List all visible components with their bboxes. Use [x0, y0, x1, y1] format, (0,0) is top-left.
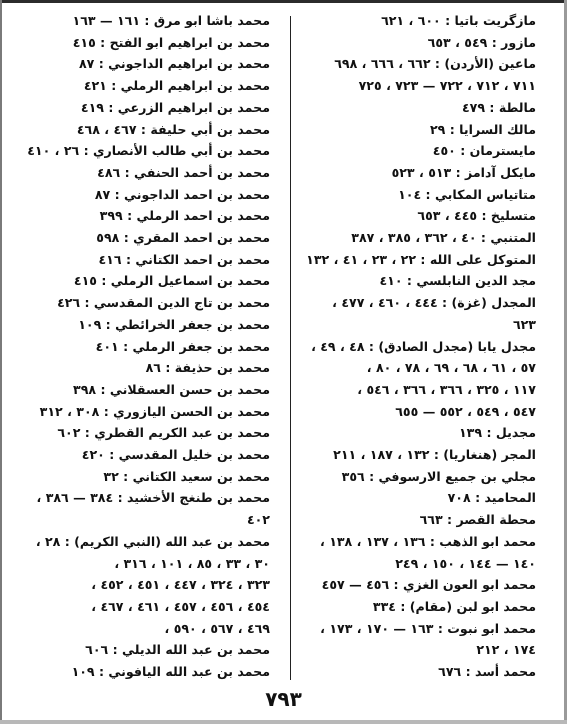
index-entry: محمد بن جعفر الخرائطي : ١٠٩ — [78, 316, 270, 332]
index-entry-continuation: ١٤٠ — ١٤٤ ، ١٥٠ ، ٢٤٩ — [395, 555, 536, 571]
index-entry: متاتياس المكابي : ١٠٤ — [398, 186, 536, 202]
index-entry: محمد بن احمد الكتاني : ٤١٦ — [98, 251, 270, 267]
index-entry: محمد بن حذيفة : ٨٦ — [145, 360, 270, 376]
index-entry: محمد بن احمد الداجوني : ٨٧ — [94, 186, 270, 202]
index-entry: ماعين (الأردن) : ٦٦٢ ، ٦٦٦ ، ٦٩٨ — [334, 56, 536, 72]
index-entry: محمد بن ابراهيم الزرعي : ٤١٩ — [80, 99, 270, 115]
index-entry-continuation: ١٧٤ ، ٢١٢ — [476, 642, 536, 658]
index-entry-continuation: ٥٤٧ ، ٥٤٩ ، ٥٥٢ — ٦٥٥ — [395, 403, 536, 419]
index-column-left — [12, 10, 270, 680]
index-entry-continuation: ٧١١ ، ٧١٢ ، ٧٢٢ — ٧٢٣ ، ٧٢٥ — [358, 78, 536, 94]
index-entry: محمد بن عبد الله اليافوني : ١٠٩ — [71, 664, 270, 680]
index-entry: متسليخ : ٤٤٥ ، ٦٥٣ — [417, 208, 536, 224]
index-entry-continuation: ١١٧ ، ٣٢٥ ، ٣٦٦ ، ٣٦٦ ، ٥٤٦ ، — [357, 381, 536, 397]
index-entry: المتنبي : ٤٠ ، ٣٦٢ ، ٣٨٥ ، ٣٨٧ — [351, 230, 536, 246]
index-entry: محمد ابو لبن (مقام) : ٣٣٤ — [372, 598, 536, 614]
index-entry: محمد بن اسماعيل الرملي : ٤١٥ — [73, 273, 270, 289]
index-entry: محمد بن أبي طالب الأنصاري : ٢٦ ، ٤١٠ — [27, 143, 270, 159]
index-entry: محمد بن احمد الرملي : ٣٩٩ — [99, 208, 270, 224]
index-entry: المتوكل على الله : ٢٢ ، ٢٣ ، ٤١ ، ١٣٢ — [306, 251, 536, 267]
index-entry: محمد بن ابراهيم الداجوني : ٨٧ — [78, 56, 270, 72]
index-entry: محمد بن ابراهيم الرملي : ٤٢١ — [83, 78, 270, 94]
index-entry: المحاميد : ٧٠٨ — [447, 490, 536, 506]
index-entry: محمد بن ابراهيم ابو الفتح : ٤١٥ — [72, 34, 270, 50]
index-entry: المجر (هنغاريا) : ١٣٢ ، ١٨٧ ، ٢١١ — [333, 447, 536, 463]
index-entry-continuation: ٦٢٣ — [512, 316, 536, 332]
index-entry-continuation: ٣٢٣ ، ٣٢٤ ، ٤٤٧ ، ٤٥١ ، ٤٥٢ ، — [91, 577, 270, 593]
index-entry: محمد بن احمد المقري : ٥٩٨ — [96, 230, 270, 246]
index-entry: محمد أسد : ٦٧٦ — [438, 664, 536, 680]
index-entry: محمد باشا ابو مرق : ١٦١ — ١٦٣ — [72, 13, 270, 28]
index-entry: محمد بن عبد الله الديلي : ٦٠٦ — [85, 642, 270, 658]
index-entry: محمد ابو العون الغزي : ٤٥٦ — ٤٥٧ — [321, 577, 536, 593]
index-entry: المجدل (غزة) : ٤٤٤ ، ٤٦٠ ، ٤٧٧ ، — [332, 295, 536, 311]
index-entry: محمد بن سعيد الكتاني : ٣٢ — [103, 468, 270, 484]
index-entry-continuation: ٤٠٢ — [246, 512, 270, 528]
index-entry: محطة القصر : ٦٦٣ — [419, 512, 536, 528]
index-entry: محمد بن عبد الله (النبي الكريم) : ٢٨ ، — [35, 533, 270, 549]
index-entry: مايسترمان : ٤٥٠ — [432, 143, 536, 159]
page-number: ٧٩٣ — [265, 687, 302, 711]
index-entry: محمد ابو الذهب : ١٣٦ ، ١٣٧ ، ١٣٨ ، — [320, 533, 536, 549]
index-entry: محمد بن حسن العسقلاني : ٣٩٨ — [73, 381, 270, 397]
index-entry-continuation: ٥٧ ، ٦١ ، ٦٨ ، ٦٩ ، ٧٨ ، ٨٠ ، — [366, 360, 536, 376]
index-entry: محمد بن عبد الكريم القطري : ٦٠٢ — [57, 425, 270, 441]
index-entry: محمد بن خليل المقدسي : ٤٢٠ — [81, 447, 270, 463]
index-entry: مازور : ٥٤٩ ، ٦٥٣ — [427, 34, 536, 50]
index-page — [12, 10, 548, 680]
index-entry-continuation: ٣٠ ، ٣٣ ، ٨٥ ، ١٠١ ، ٣١٦ ، — [114, 555, 270, 571]
index-entry-continuation: ٤٥٤ ، ٤٥٦ ، ٤٥٧ ، ٤٦١ ، ٤٦٧ ، — [91, 598, 270, 614]
index-entry: محمد بن أحمد الحنفي : ٤٨٦ — [97, 164, 270, 180]
index-entry: مجد الدين النابلسي : ٤١٠ — [379, 273, 536, 289]
index-entry: مالطة : ٤٧٩ — [461, 99, 536, 115]
index-entry: محمد ابو نبوت : ١٦٣ — ١٧٠ ، ١٧٣ ، — [320, 620, 536, 636]
window-bottom-border — [0, 720, 567, 724]
index-entry: مجديل : ١٣٩ — [459, 425, 536, 441]
index-entry: مازگريت باتيا : ٦٠٠ ، ٦٢١ — [381, 13, 536, 28]
column-divider — [290, 16, 291, 680]
window-top-border — [0, 0, 567, 3]
index-entry: مجلي بن جميع الارسوفي : ٣٥٦ — [341, 468, 536, 484]
window-left-border — [0, 0, 2, 724]
index-entry: مايكل آدامز : ٥١٣ ، ٥٢٣ — [391, 164, 536, 180]
index-entry: محمد بن أبي حليفة : ٤٦٧ ، ٤٦٨ — [76, 121, 270, 137]
index-entry: محمد بن تاج الدين المقدسي : ٤٢٦ — [57, 295, 270, 311]
index-entry-continuation: ٤٦٩ ، ٥٦٧ ، ٥٩٠ ، — [164, 620, 270, 636]
index-column-right — [280, 10, 536, 680]
index-entry: محمد بن الحسن اليازوري : ٣٠٨ ، ٣١٢ — [39, 403, 270, 419]
index-entry: محمد بن جعفر الرملي : ٤٠١ — [95, 338, 270, 354]
index-entry: مالك السرايا : ٢٩ — [429, 121, 536, 137]
index-entry: محمد بن طنغج الأخشيد : ٣٨٤ — ٣٨٦ ، — [36, 490, 270, 506]
index-entry: مجدل يابا (مجدل الصادق) : ٤٨ ، ٤٩ ، — [311, 338, 536, 354]
